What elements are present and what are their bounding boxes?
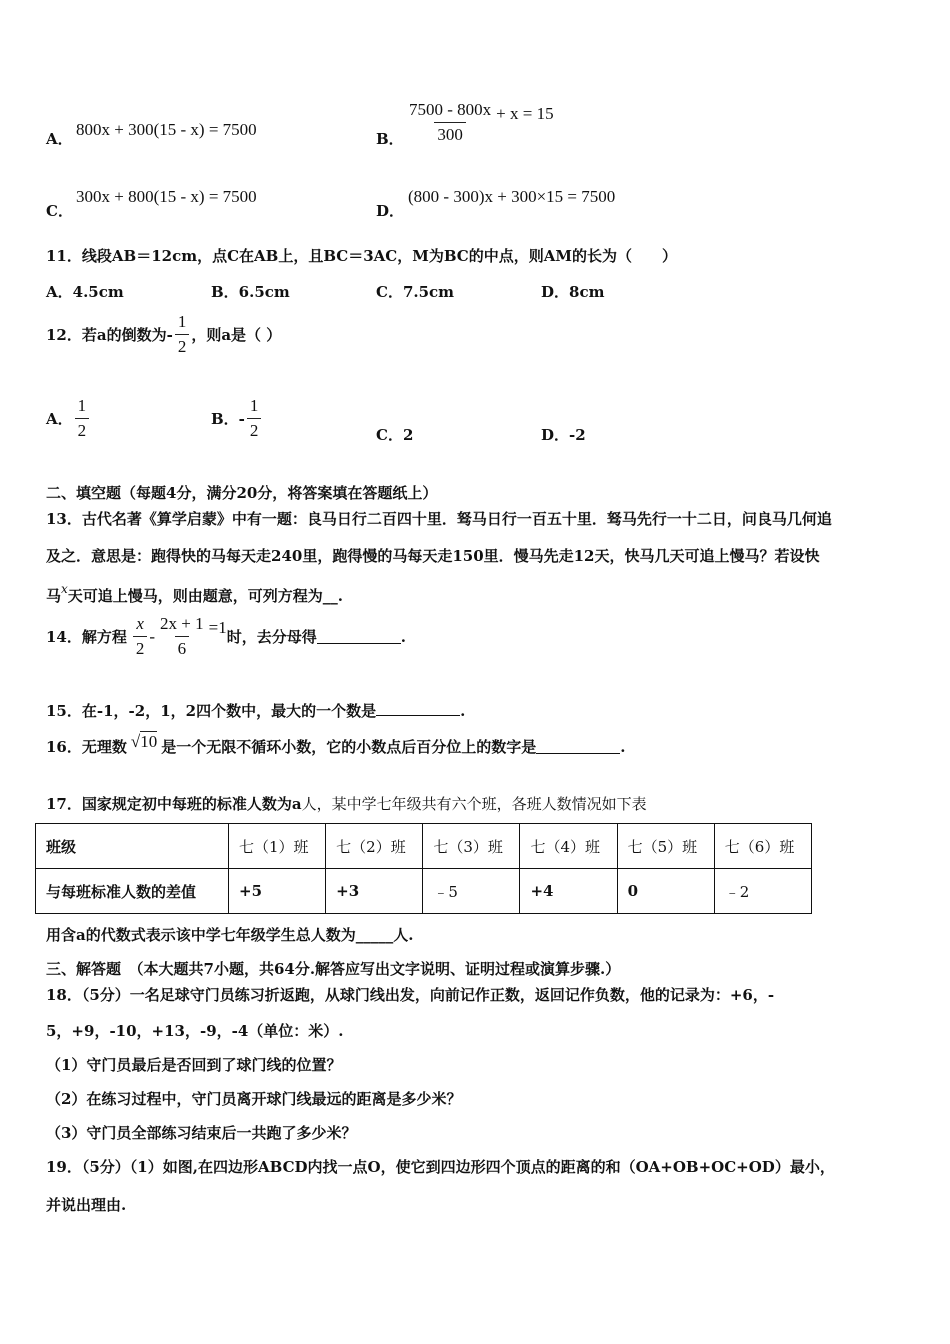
q12-b-fraction xyxy=(247,396,262,441)
table-cell: 与每班标准人数的差值 xyxy=(36,869,229,914)
table-cell: 七（3）班 xyxy=(423,824,520,869)
class-size-table xyxy=(35,823,812,914)
q10-option-c-expr: 300x + 800(15 - x) = 7500 xyxy=(76,187,257,206)
q16-radicand: 10 xyxy=(140,731,158,751)
table-cell: 班级 xyxy=(36,824,229,869)
q16-sqrt: √10 xyxy=(130,731,158,751)
q11-option-d: D．8cm xyxy=(541,283,605,301)
q17-tail: 用含a的代数式表示该中学七年级学生总人数为_____人. xyxy=(46,926,414,944)
q10-option-d-expr: (800 - 300)x + 300×15 = 7500 xyxy=(408,187,616,206)
q13-line-1: 13．古代名著《算学启蒙》中有一题：良马日行二百四十里．驽马日行一百五十里．驽马先行一十二日，问良马几何追 xyxy=(46,510,832,528)
q14-pre: 14．解方程 xyxy=(46,628,127,646)
q18-part-1: （1）守门员最后是否回到了球门线的位置？ xyxy=(46,1056,342,1074)
q16-answer-blank[interactable] xyxy=(536,739,620,754)
q14-fraction-1 xyxy=(133,614,148,659)
q15-end: . xyxy=(460,702,466,720)
table-row xyxy=(36,869,812,914)
q10-b-rest: + x = 15 xyxy=(496,103,554,123)
q16-end: . xyxy=(620,737,626,756)
table-cell: 七（5）班 xyxy=(617,824,714,869)
q11-option-a: A．4.5cm xyxy=(46,283,124,301)
table-cell: 七（4）班 xyxy=(520,824,617,869)
q11-stem: 11．线段AB＝12cm，点C在AB上，且BC＝3AC，M为BC的中点，则AM的长为（ ） xyxy=(46,247,677,265)
q14-f2-num: 2x + 1 xyxy=(160,614,204,633)
q14-f2-den: 6 xyxy=(175,636,190,659)
q12-stem-post: ，则a是（ ） xyxy=(191,326,282,344)
q12-a-num: 1 xyxy=(77,396,87,415)
q14-f1-den: 2 xyxy=(133,636,148,659)
q12-b-den: 2 xyxy=(247,418,262,441)
table-cell: 0 xyxy=(617,869,714,914)
q10-b-denominator: 300 xyxy=(434,122,466,145)
table-header-row xyxy=(36,824,812,869)
q14-fraction-2 xyxy=(157,614,207,659)
q10-option-d-label: D． xyxy=(376,202,405,220)
q12-b-label: B．- xyxy=(211,410,245,428)
q14-post: 时，去分母得 xyxy=(226,628,317,646)
table-cell: ﹣5 xyxy=(423,869,520,914)
table-cell: +3 xyxy=(326,869,423,914)
q12-stem-pre: 12．若a的倒数为- xyxy=(46,326,173,344)
q12-b-num: 1 xyxy=(249,396,259,415)
q15 xyxy=(46,700,465,721)
q17-stem xyxy=(46,793,647,814)
q19-line-1: 19．（5分）（1）如图,在四边形ABCD内找一点O，使它到四边形四个顶点的距离的和（OA+OB+OC+OD）最小， xyxy=(46,1158,835,1176)
q14-equals: =1 xyxy=(208,617,227,637)
section-2-heading: 二、填空题（每题4分，满分20分，将答案填在答题纸上） xyxy=(46,484,438,502)
q19-line-2: 并说出理由. xyxy=(46,1196,127,1214)
q18-line-2: 5，+9，-10，+13，-9，-4（单位：米）. xyxy=(46,1022,344,1040)
table-cell: +4 xyxy=(520,869,617,914)
q10-b-numerator: 7500 - 800x xyxy=(409,100,492,119)
q13-variable: x xyxy=(61,582,68,596)
q10-option-b-label: B． xyxy=(376,130,404,148)
table-cell: 七（6）班 xyxy=(714,824,811,869)
q12-option-c: C．2 xyxy=(376,426,414,444)
q10-option-a-expr: 800x + 300(15 - x) = 7500 xyxy=(76,120,257,139)
q10-option-c-label: C． xyxy=(46,202,73,220)
q11-option-b: B．6.5cm xyxy=(211,283,290,301)
q15-answer-blank[interactable] xyxy=(376,701,460,716)
q14-minus: - xyxy=(149,626,156,646)
table-cell: 七（2）班 xyxy=(326,824,423,869)
q12-option-d: D．-2 xyxy=(541,426,586,444)
q17-stem-bold: 17．国家规定初中每班的标准人数为a xyxy=(46,795,302,813)
q15-text: 15．在-1，-2，1，2四个数中，最大的一个数是 xyxy=(46,702,377,720)
q14-f1-num: x xyxy=(136,614,144,633)
q11-option-c: C．7.5cm xyxy=(376,283,455,301)
q10-option-b-expr xyxy=(404,100,554,145)
q18-line-1: 18．（5分）一名足球守门员练习折返跑，从球门线出发，向前记作正数，返回记作负数，他的记录为：+6，- xyxy=(46,986,775,1004)
q10-b-fraction xyxy=(406,100,494,145)
q12-frac-den: 2 xyxy=(175,334,190,357)
q12-option-b xyxy=(211,396,263,441)
table-cell: ﹣2 xyxy=(714,869,811,914)
q13-line-3-post: 天可追上慢马，则由题意，可列方程为__. xyxy=(67,587,344,605)
q16-post: 是一个无限不循环小数，它的小数点后百分位上的数字是 xyxy=(161,738,537,756)
q18-part-3: （3）守门员全部练习结束后一共跑了多少米？ xyxy=(46,1124,357,1142)
q14 xyxy=(46,614,406,659)
q16 xyxy=(46,731,626,757)
q10-option-a-label: A． xyxy=(46,130,73,148)
q14-end: . xyxy=(400,627,406,646)
section-3-heading: 三、解答题 （本大题共7小题，共64分.解答应写出文字说明、证明过程或演算步骤.） xyxy=(46,960,621,978)
q12-a-fraction xyxy=(75,396,90,441)
q12-option-a xyxy=(46,396,91,441)
q18-part-2: （2）在练习过程中，守门员离开球门线最远的距离是多少米？ xyxy=(46,1090,462,1108)
q13-line-3 xyxy=(46,582,343,606)
q12-a-den: 2 xyxy=(75,418,90,441)
q13-line-2: 及之．意思是：跑得快的马每天走240里，跑得慢的马每天走150里．慢马先走12天，快马几天可追上慢马？若设快 xyxy=(46,547,820,565)
q12-frac-num: 1 xyxy=(177,312,187,331)
q12-stem xyxy=(46,312,281,357)
table-cell: 七（1）班 xyxy=(229,824,326,869)
q14-answer-blank[interactable] xyxy=(317,629,401,644)
q13-line-3-pre: 马 xyxy=(46,587,62,605)
q12-fraction xyxy=(175,312,190,357)
q16-pre: 16．无理数 xyxy=(46,738,127,756)
table-cell: +5 xyxy=(229,869,326,914)
q12-a-label: A． xyxy=(46,410,73,428)
q17-stem-normal: 人，某中学七年级共有六个班，各班人数情况如下表 xyxy=(301,795,647,813)
